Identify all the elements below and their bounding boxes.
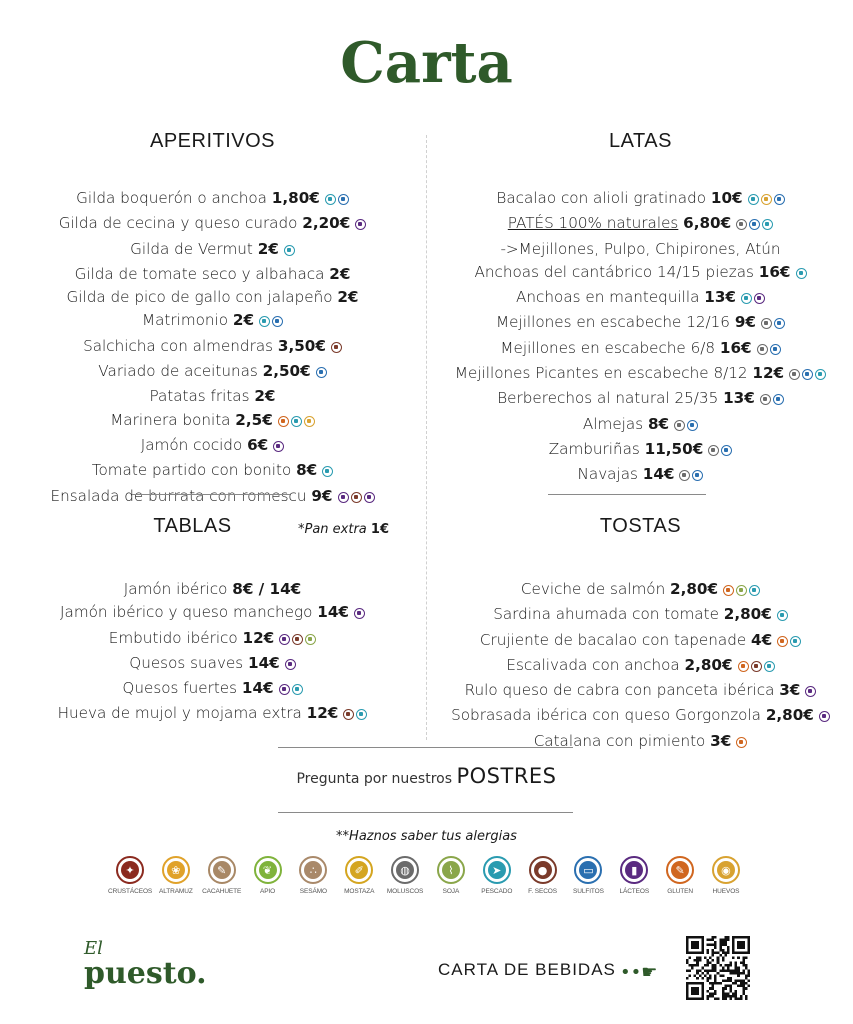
- section-tablas: [0, 515, 425, 728]
- pescado-allergen-icon: [259, 316, 270, 327]
- pescado-allergen-icon: [356, 709, 367, 720]
- allergen-label: ALTRAMUZ: [158, 888, 193, 895]
- soy-icon: ⌇: [437, 856, 465, 884]
- menu-item-name: Mejillones en escabeche 6/8: [500, 338, 716, 357]
- moluscos-allergen-icon: [761, 318, 772, 329]
- menu-item-name: Jamón cocido: [140, 435, 243, 454]
- fish-icon: ➤: [483, 856, 511, 884]
- menu-item-allergens: [257, 311, 283, 334]
- peanut-icon: ✎: [208, 856, 236, 884]
- section-heading-tostas: TOSTAS: [599, 515, 682, 537]
- postres-highlight: POSTRES: [456, 764, 557, 788]
- menu-item: [0, 434, 425, 459]
- menu-item-allergens: [323, 189, 349, 212]
- menu-item-name: Berberechos al natural 25/35: [497, 389, 719, 408]
- menu-item-name: Rulo queso de cabra con panceta ibérica: [464, 681, 775, 700]
- menu-item-price: 8€: [647, 414, 670, 433]
- menu-item-name: Ensalada de burrata con romescu: [50, 486, 307, 505]
- allergen-cacahuete: [200, 856, 244, 895]
- menu-item-name: Zamburiñas: [548, 439, 640, 458]
- pan-extra-price: 1€: [370, 522, 390, 537]
- menu-item-price: 6€: [247, 435, 269, 454]
- menu-item-name: Gilda de Vermut: [130, 239, 253, 258]
- sulfitos-allergen-icon: [749, 219, 760, 230]
- menu-item-name: Gilda boquerón o anchoa: [76, 189, 267, 207]
- menu-item-price: 8€ / 14€: [232, 580, 302, 598]
- menu-item-price: 12€: [242, 628, 275, 647]
- menu-item: [428, 438, 853, 463]
- pointing-hand-icon: ••☛: [620, 962, 658, 983]
- allergen-label: APIO: [259, 888, 276, 895]
- section-heading-tablas: TABLAS: [153, 515, 232, 537]
- menu-item: [428, 679, 853, 704]
- fsecos-allergen-icon: [751, 661, 762, 672]
- menu-item-name: Gilda de cecina y queso curado: [58, 214, 298, 233]
- pan-extra-note: [298, 522, 389, 537]
- sulfitos-allergen-icon: [316, 367, 327, 378]
- menu-item-name: Quesos fuertes: [122, 679, 238, 698]
- menu-item-price: 14€: [241, 679, 274, 698]
- menu-item-allergens: [353, 214, 366, 237]
- menu-item-name: Marinera bonita: [110, 410, 231, 429]
- fsecos-allergen-icon: [292, 634, 303, 645]
- pescado-allergen-icon: [291, 416, 302, 427]
- sulfitos-allergen-icon: [774, 194, 785, 205]
- menu-item-price: 12€: [752, 364, 785, 383]
- menu-item-allergens: [755, 339, 781, 362]
- menu-item-price: 3€: [710, 731, 732, 750]
- moluscos-allergen-icon: [760, 394, 771, 405]
- menu-item-allergens: [352, 603, 365, 626]
- lacteos-allergen-icon: [279, 684, 290, 695]
- menu-item-price: 2,80€: [765, 706, 814, 725]
- menu-item: [428, 311, 853, 336]
- menu-item: [0, 385, 425, 408]
- menu-item: [0, 627, 425, 652]
- menu-item-allergens: [336, 487, 375, 510]
- allergen-sulfitos: [566, 856, 610, 895]
- allergen-label: CRUSTÁCEOS: [108, 888, 153, 895]
- allergen-label: SULFITOS: [573, 888, 604, 895]
- menu-item-name: Mejillones en escabeche 12/16: [496, 313, 730, 332]
- menu-item-price: 2,20€: [302, 214, 351, 233]
- pescado-allergen-icon: [796, 268, 807, 279]
- menu-item-name: Crujiente de bacalao con tapenade: [479, 630, 747, 649]
- divider-right: [548, 494, 706, 495]
- section-tostas: [428, 515, 853, 755]
- fsecos-allergen-icon: [351, 492, 362, 503]
- allergen-label: SOJA: [442, 888, 460, 895]
- sulfitos-allergen-icon: [774, 318, 785, 329]
- item-list-tablas: [0, 578, 425, 728]
- logo: [84, 940, 207, 990]
- allergen-apio: [246, 856, 290, 895]
- menu-item-price: 6,80€: [683, 214, 732, 233]
- gluten-allergen-icon: [278, 416, 289, 427]
- menu-item-name: Catalana con pimiento: [533, 731, 706, 750]
- menu-item-name: Tomate partido con bonito: [91, 461, 292, 480]
- menu-item: [0, 263, 425, 286]
- item-list-tostas: [428, 578, 853, 755]
- menu-item-allergens: [734, 214, 773, 237]
- menu-item: [0, 286, 425, 309]
- menu-item-price: 12€: [306, 704, 339, 723]
- lacteos-allergen-icon: [285, 659, 296, 670]
- pescado-allergen-icon: [749, 585, 760, 596]
- menu-item-name: Gilda de tomate seco y albahaca: [74, 264, 325, 283]
- sulfitos-allergen-icon: [773, 394, 784, 405]
- allergen-pescado: [475, 856, 519, 895]
- menu-item-price: 2€: [329, 264, 351, 283]
- allergen-label: MOLUSCOS: [386, 888, 424, 895]
- moluscos-allergen-icon: [736, 219, 747, 230]
- crab-icon: ✦: [116, 856, 144, 884]
- soja-allergen-icon: [736, 585, 747, 596]
- menu-item-allergens: [734, 732, 747, 755]
- menu-item-price: 2€: [257, 239, 279, 258]
- allergen-label: CACAHUETE: [202, 888, 242, 895]
- wheat-icon: ✎: [666, 856, 694, 884]
- menu-item-name: Anchoas en mantequilla: [516, 288, 700, 307]
- menu-item-price: 14€: [248, 653, 280, 672]
- menu-item-allergens: [787, 364, 826, 387]
- divider-left: [132, 494, 290, 495]
- menu-item: [0, 409, 425, 434]
- fsecos-allergen-icon: [343, 709, 354, 720]
- menu-item: [0, 485, 425, 510]
- menu-item-allergens: [794, 263, 807, 286]
- menu-item-name: Hueva de mujol y mojama extra: [57, 704, 302, 723]
- menu-item-allergens: [775, 605, 788, 628]
- allergen-label: PESCADO: [481, 888, 513, 895]
- menu-item: [428, 261, 853, 286]
- qr-code[interactable]: [686, 936, 750, 1000]
- menu-item-allergens: [320, 461, 333, 484]
- shell-icon: ◍: [391, 856, 419, 884]
- sulfitos-allergen-icon: [692, 470, 703, 481]
- divider-postres-bottom: [278, 812, 573, 813]
- pescado-allergen-icon: [325, 194, 336, 205]
- menu-item-name: Jamón ibérico: [123, 580, 228, 598]
- moluscos-allergen-icon: [679, 470, 690, 481]
- menu-item-price: 2€: [232, 311, 255, 330]
- menu-item-name: Jamón ibérico y queso manchego: [60, 603, 313, 622]
- menu-item: [428, 238, 853, 261]
- lacteos-allergen-icon: [819, 711, 830, 722]
- lacteos-allergen-icon: [364, 492, 375, 503]
- menu-item-name: Salchicha con almendras: [83, 336, 274, 355]
- menu-item-allergens: [817, 706, 830, 729]
- menu-item-name: ->Mejillones, Pulpo, Chipirones, Atún: [500, 239, 781, 258]
- menu-item: [428, 187, 853, 212]
- milk-icon: ▮: [620, 856, 648, 884]
- menu-item: [0, 578, 425, 601]
- menu-item-allergens: [739, 288, 765, 311]
- lacteos-allergen-icon: [805, 686, 816, 697]
- pescado-allergen-icon: [748, 194, 759, 205]
- pescado-allergen-icon: [777, 610, 788, 621]
- menu-item-name: Anchoas del cantábrico 14/15 piezas: [474, 262, 754, 281]
- menu-item-allergens: [282, 240, 295, 263]
- menu-item: [428, 629, 853, 654]
- menu-item-allergens: [329, 337, 342, 360]
- menu-item: [428, 212, 853, 237]
- sesame-icon: ∴: [299, 856, 327, 884]
- menu-item-price: 2,50€: [262, 362, 311, 381]
- allergen-label: SESÁMO: [299, 888, 327, 895]
- menu-item-name: Variado de aceitunas: [98, 362, 258, 381]
- menu-item: [0, 360, 425, 385]
- sulfitos-allergen-icon: [338, 194, 349, 205]
- menu-item: [0, 335, 425, 360]
- menu-item-price: 11,50€: [644, 439, 704, 458]
- lupin-icon: ❀: [162, 856, 190, 884]
- lacteos-allergen-icon: [354, 608, 365, 619]
- menu-item-name: Ceviche de salmón: [520, 580, 666, 598]
- section-aperitivos: [0, 130, 425, 510]
- menu-item: [428, 387, 853, 412]
- menu-item-name: Mejillones Picantes en escabeche 8/12: [454, 364, 748, 383]
- celery-icon: ❦: [254, 856, 282, 884]
- menu-item-name: Matrimonio: [141, 311, 229, 330]
- menu-item-allergens: [283, 654, 296, 677]
- allergen-mostaza: [337, 856, 381, 895]
- menu-item-price: 1,80€: [271, 189, 320, 207]
- menu-item: [0, 702, 425, 727]
- menu-item-allergens: [803, 681, 816, 704]
- sulfitos-allergen-icon: [272, 316, 283, 327]
- menu-item-price: 2€: [337, 288, 359, 307]
- menu-item-allergens: [721, 580, 760, 603]
- pescado-allergen-icon: [284, 245, 295, 256]
- nut-icon: ●: [529, 856, 557, 884]
- menu-item-price: 4€: [751, 630, 773, 649]
- menu-item-allergens: [759, 313, 785, 336]
- menu-item: [428, 362, 853, 387]
- allergen-label: GLUTEN: [667, 888, 693, 895]
- menu-item-name: Patatas fritas: [149, 387, 250, 406]
- huevos-allergen-icon: [761, 194, 772, 205]
- allergen-label: LÁCTEOS: [619, 888, 650, 895]
- menu-item-price: 3€: [779, 681, 801, 700]
- menu-item: [428, 578, 853, 603]
- menu-item-allergens: [276, 411, 315, 434]
- menu-item-name: Embutido ibérico: [108, 628, 238, 647]
- page-title: Carta: [340, 30, 513, 96]
- allergen-lacteos: [612, 856, 656, 895]
- menu-item-allergens: [341, 704, 367, 727]
- section-heading-aperitivos: APERITIVOS: [149, 130, 276, 152]
- allergen-moluscos: [383, 856, 427, 895]
- menu-item-name: Navajas: [577, 465, 638, 484]
- allergen-sesamo: [291, 856, 335, 895]
- menu-item-allergens: [677, 465, 703, 488]
- menu-item-name: Quesos suaves: [129, 653, 244, 672]
- menu-item-allergens: [277, 679, 303, 702]
- menu-item-allergens: [736, 656, 775, 679]
- sulphite-icon: ▭: [574, 856, 602, 884]
- menu-item-name: Gilda de pico de gallo con jalapeño: [66, 288, 333, 307]
- pescado-allergen-icon: [815, 369, 826, 380]
- menu-item: [428, 413, 853, 438]
- menu-item-price: 2,80€: [723, 605, 772, 624]
- sulfitos-allergen-icon: [802, 369, 813, 380]
- menu-item: [0, 309, 425, 334]
- soja-allergen-icon: [305, 634, 316, 645]
- menu-item: [0, 459, 425, 484]
- pescado-allergen-icon: [764, 661, 775, 672]
- menu-item-allergens: [746, 189, 785, 212]
- moluscos-allergen-icon: [674, 420, 685, 431]
- section-heading-latas: LATAS: [609, 130, 672, 152]
- menu-item: [0, 238, 425, 263]
- menu-item: [428, 463, 853, 488]
- pescado-allergen-icon: [790, 636, 801, 647]
- menu-item-price: 2,5€: [235, 410, 273, 429]
- menu-item: [428, 730, 853, 755]
- menu-item: [428, 286, 853, 311]
- mustard-icon: ✐: [345, 856, 373, 884]
- moluscos-allergen-icon: [757, 344, 768, 355]
- alergias-note: **Haznos saber tus alergias: [336, 829, 517, 844]
- menu-item-name: Almejas: [582, 414, 644, 433]
- gluten-allergen-icon: [723, 585, 734, 596]
- allergen-label: HUEVOS: [712, 888, 740, 895]
- menu-item-allergens: [277, 629, 316, 652]
- menu-item-price: 9€: [311, 486, 333, 505]
- section-latas: [428, 130, 853, 489]
- lacteos-allergen-icon: [279, 634, 290, 645]
- menu-item-price: 13€: [723, 389, 755, 408]
- menu-item-allergens: [672, 415, 698, 438]
- menu-item: [0, 652, 425, 677]
- menu-item-allergens: [775, 631, 801, 654]
- moluscos-allergen-icon: [789, 369, 800, 380]
- menu-item-price: 10€: [710, 189, 743, 207]
- allergen-fsecos: [521, 856, 565, 895]
- menu-item: [428, 337, 853, 362]
- allergen-huevos: [704, 856, 748, 895]
- menu-item-price: 16€: [719, 338, 752, 357]
- gluten-allergen-icon: [777, 636, 788, 647]
- pescado-allergen-icon: [762, 219, 773, 230]
- allergen-label: F. SECOS: [528, 888, 557, 895]
- sulfitos-allergen-icon: [770, 344, 781, 355]
- divider-postres-top: [278, 747, 573, 748]
- allergen-legend: [108, 856, 748, 895]
- menu-item-allergens: [314, 362, 327, 385]
- carta-bebidas-link[interactable]: CARTA DE BEBIDAS: [438, 960, 616, 979]
- postres-line: [0, 764, 853, 788]
- menu-item-name: Bacalao con alioli gratinado: [496, 189, 707, 207]
- menu-item: [0, 601, 425, 626]
- menu-item-price: 14€: [317, 603, 349, 622]
- egg-icon: ◉: [712, 856, 740, 884]
- logo-line1: El: [84, 938, 103, 959]
- huevos-allergen-icon: [304, 416, 315, 427]
- menu-item-price: 9€: [734, 313, 756, 332]
- column-divider: [426, 135, 427, 740]
- item-list-latas: [428, 187, 853, 489]
- lacteos-allergen-icon: [338, 492, 349, 503]
- lacteos-allergen-icon: [355, 219, 366, 230]
- menu-item-allergens: [271, 436, 284, 459]
- pan-extra-text: *Pan extra: [298, 522, 367, 537]
- item-list-aperitivos: [0, 187, 425, 510]
- menu-item-price: 3,50€: [277, 336, 326, 355]
- pescado-allergen-icon: [322, 466, 333, 477]
- menu-item-price: 16€: [758, 262, 791, 281]
- allergen-gluten: [658, 856, 702, 895]
- menu-item-name: Sobrasada ibérica con queso Gorgonzola: [451, 706, 761, 725]
- gluten-allergen-icon: [736, 737, 747, 748]
- moluscos-allergen-icon: [708, 445, 719, 456]
- menu-item-name: Sardina ahumada con tomate: [493, 605, 719, 624]
- logo-line2: puesto.: [84, 956, 207, 991]
- gluten-allergen-icon: [738, 661, 749, 672]
- pescado-allergen-icon: [292, 684, 303, 695]
- menu-item: [0, 677, 425, 702]
- allergen-soja: [429, 856, 473, 895]
- menu-item-name: PATÉS 100% naturales: [507, 214, 679, 233]
- menu-item-allergens: [758, 389, 784, 412]
- sulfitos-allergen-icon: [687, 420, 698, 431]
- menu-item-price: 2,80€: [670, 580, 719, 598]
- fsecos-allergen-icon: [331, 342, 342, 353]
- menu-item: [0, 187, 425, 212]
- allergen-altramuz: [154, 856, 198, 895]
- postres-prefix: Pregunta por nuestros: [296, 771, 453, 787]
- sulfitos-allergen-icon: [721, 445, 732, 456]
- menu-item: [0, 212, 425, 237]
- allergen-label: MOSTAZA: [344, 888, 375, 895]
- pescado-allergen-icon: [741, 293, 752, 304]
- menu-item: [428, 704, 853, 729]
- allergen-crustaceos: [108, 856, 152, 895]
- menu-item-price: 13€: [704, 288, 736, 307]
- menu-item-price: 2€: [254, 387, 276, 406]
- menu-item-price: 8€: [296, 461, 318, 480]
- lacteos-allergen-icon: [754, 293, 765, 304]
- menu-item: [428, 654, 853, 679]
- menu-item: [428, 603, 853, 628]
- lacteos-allergen-icon: [273, 441, 284, 452]
- menu-item-price: 2,80€: [684, 655, 733, 674]
- menu-item-allergens: [706, 440, 732, 463]
- menu-item-name: Escalivada con anchoa: [506, 655, 680, 674]
- menu-item-price: 14€: [642, 465, 675, 484]
